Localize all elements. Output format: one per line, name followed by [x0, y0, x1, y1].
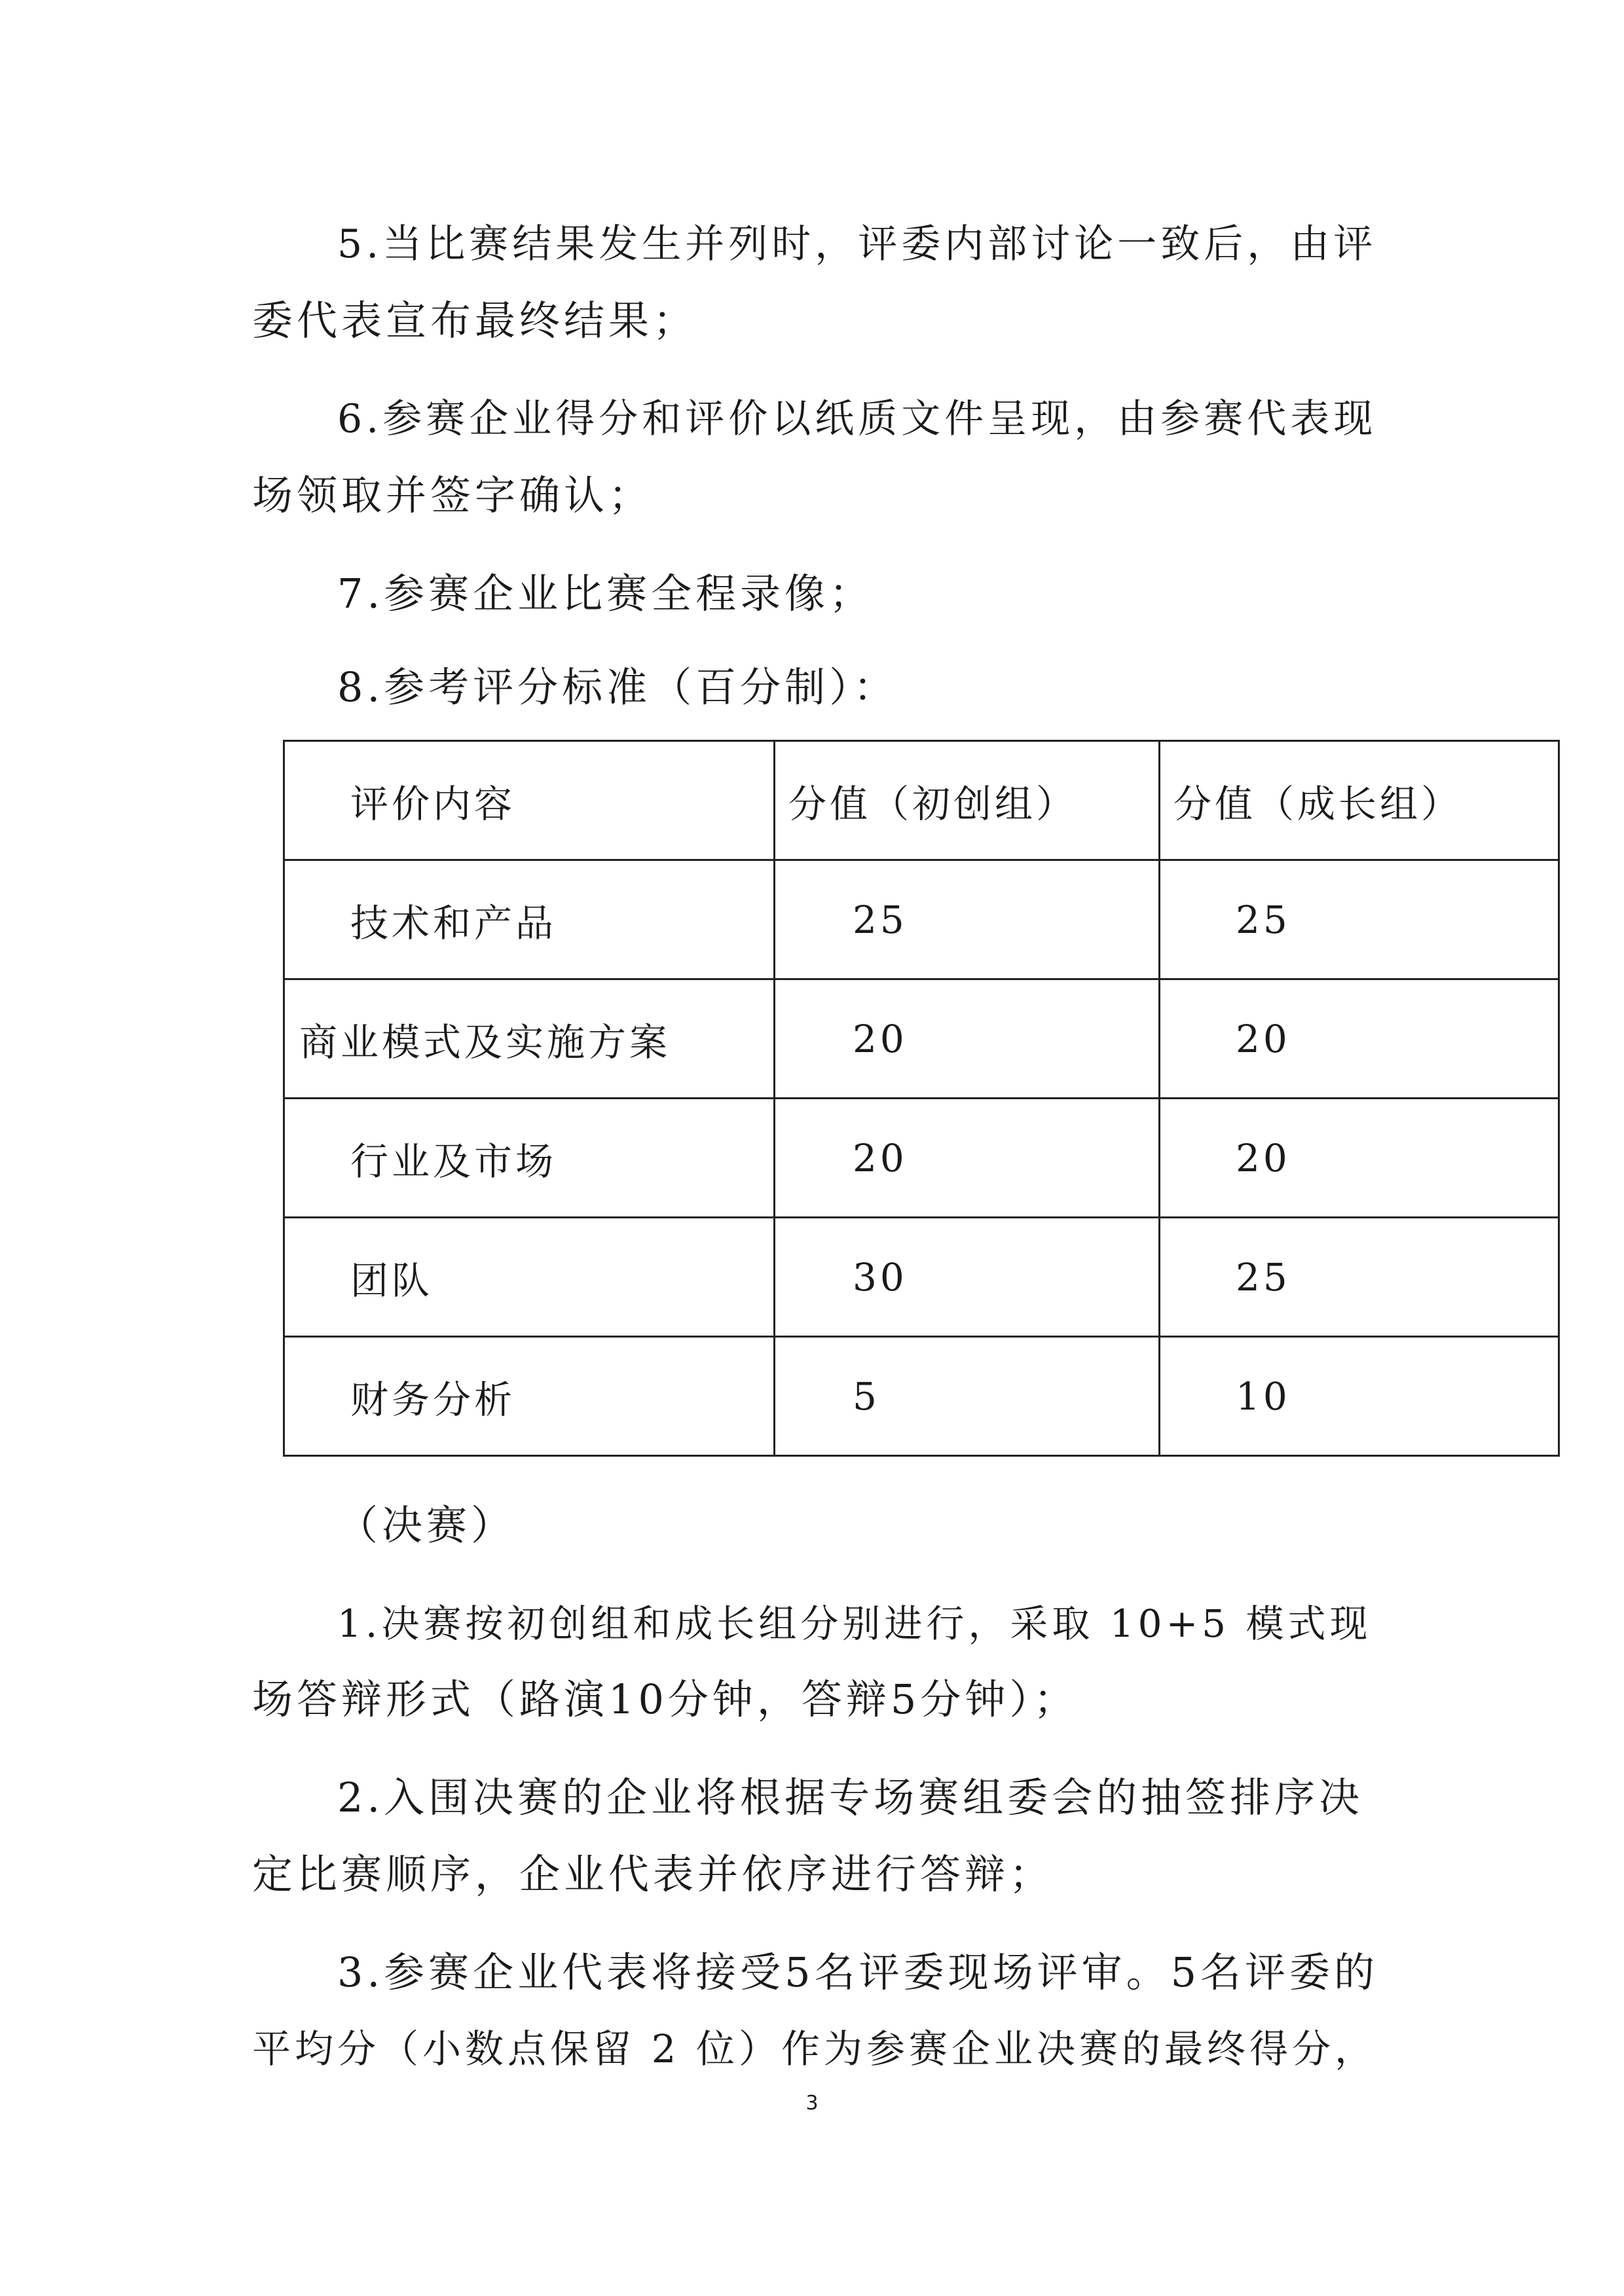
table-cell: 20 — [1160, 1099, 1559, 1218]
table-row — [284, 1099, 1559, 1218]
table-cell: 25 — [1160, 1218, 1559, 1337]
table-header-cell: 评价内容 — [284, 741, 775, 860]
table-cell: 20 — [775, 979, 1160, 1099]
paragraph-6-line-1: 6.参赛企业得分和评价以纸质文件呈现，由参赛代表现 — [337, 396, 1377, 442]
table-cell: 25 — [775, 860, 1160, 979]
final-2-line-1: 2.入围决赛的企业将根据专场赛组委会的抽签排序决 — [337, 1774, 1364, 1821]
table-cell: 财务分析 — [284, 1337, 775, 1456]
table-row — [284, 860, 1559, 979]
table-cell: 30 — [775, 1218, 1160, 1337]
final-1-line-2: 场答辩形式（路演10分钟，答辩5分钟）； — [252, 1675, 1079, 1723]
table-cell: 商业模式及实施方案 — [284, 979, 775, 1099]
table-header-cell: 分值（初创组） — [775, 741, 1160, 860]
page-number: 3 — [805, 2092, 819, 2115]
table-header-row — [284, 741, 1559, 860]
table-cell: 20 — [1160, 979, 1559, 1099]
table-cell: 25 — [1160, 860, 1559, 979]
table-cell: 技术和产品 — [284, 860, 775, 979]
final-3-line-2: 平均分（小数点保留 2 位）作为参赛企业决赛的最终得分， — [252, 2026, 1378, 2071]
table-cell: 20 — [775, 1099, 1160, 1218]
table-cell: 行业及市场 — [284, 1099, 775, 1218]
final-2-line-2: 定比赛顺序，企业代表并依序进行答辩； — [252, 1850, 1054, 1898]
table-row — [284, 1337, 1559, 1456]
final-heading: （决赛） — [337, 1501, 516, 1549]
final-1-line-1: 1.决赛按初创组和成长组分别进行，采取 10+5 模式现 — [337, 1601, 1372, 1646]
paragraph-7: 7.参赛企业比赛全程录像； — [337, 570, 874, 617]
table-row — [284, 1218, 1559, 1337]
paragraph-5-line-2: 委代表宣布最终结果； — [252, 297, 698, 344]
table-cell: 5 — [775, 1337, 1160, 1456]
table-cell: 10 — [1160, 1337, 1559, 1456]
final-3-line-1: 3.参赛企业代表将接受5名评委现场评审。5名评委的 — [337, 1948, 1379, 1996]
paragraph-6-line-2: 场领取并签字确认； — [252, 471, 654, 519]
scoring-table — [283, 740, 1560, 1457]
table-cell: 团队 — [284, 1218, 775, 1337]
paragraph-8: 8.参考评分标准（百分制）： — [337, 663, 898, 711]
table-header-cell: 分值（成长组） — [1160, 741, 1559, 860]
table-row — [284, 979, 1559, 1099]
paragraph-5-line-1: 5.当比赛结果发生并列时，评委内部讨论一致后，由评 — [337, 221, 1377, 267]
